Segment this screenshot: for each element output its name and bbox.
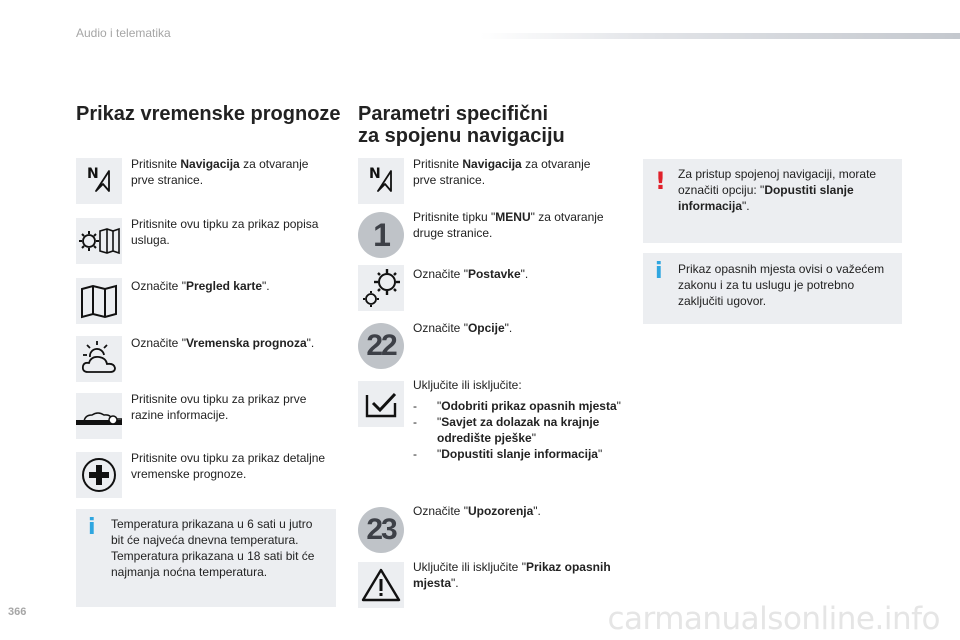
map-view-icon — [76, 278, 122, 324]
info-icon-2: i — [655, 259, 663, 284]
mid-step-opcije: Označite "Opcije". — [413, 321, 513, 335]
header-rule — [480, 33, 960, 39]
right-info-text: Prikaz opasnih mjesta ovisi o važećem zakonu i za tu uslugu je potrebno zaključiti ugovor. — [678, 262, 885, 308]
settings-icon — [358, 265, 404, 311]
mid-step-menu: Pritisnite tipku "MENU" za otvaranje druge stranice. — [413, 210, 604, 240]
mid-step-toggle: Uključite ili isključite: - "Odobriti prikaz opasnih mjesta" - "Savjet za dolazak na krajnje odredište pješke" - "Dopustiti slanje informacija" — [413, 377, 628, 462]
mid-step-danger-zones: Uključite ili isključite "Prikaz opasnih mjesta". — [413, 560, 611, 590]
svg-text:N: N — [369, 166, 381, 182]
right-info-note — [643, 253, 902, 324]
exclamation-icon: ! — [655, 167, 666, 195]
navigation-icon — [76, 158, 122, 204]
left-step-navigation: Pritisnite Navigacija za otvaranje prve stranice. — [131, 157, 309, 187]
plus-icon — [76, 452, 122, 498]
section-header: Audio i telematika — [76, 26, 171, 40]
left-step-first-level: Pritisnite ovu tipku za prikaz prve razine informacije. — [131, 392, 307, 422]
toggle-item-3: - "Dopustiti slanje informacija" — [413, 447, 603, 461]
left-step-map-view: Označite "Pregled karte". — [131, 279, 270, 293]
mid-step-postavke: Označite "Postavke". — [413, 267, 529, 281]
warning-text: Za pristup spojenoj navigaciji, morate označiti opciju: "Dopustiti slanje informacija". — [678, 167, 877, 213]
svg-text:N: N — [87, 166, 99, 182]
checkbox-icon — [358, 381, 404, 427]
step-badge-23: 23 — [358, 507, 404, 553]
step-badge-1: 1 — [358, 212, 404, 258]
navigation-icon-2 — [358, 158, 404, 204]
left-step-weather: Označite "Vremenska prognoza". — [131, 336, 315, 350]
toggle-item-2: - "Savjet za dolazak na krajnje odredište pješke" — [413, 415, 600, 445]
warning-triangle-icon — [358, 562, 404, 608]
left-step-detailed: Pritisnite ovu tipku za prikaz detaljne vremenske prognoze. — [131, 451, 326, 481]
connected-nav-title: Parametri specifični za spojenu navigaciju — [358, 103, 565, 147]
mid-step-navigation: Pritisnite Navigacija za otvaranje prve stranice. — [413, 157, 591, 187]
page-number: 366 — [8, 606, 27, 618]
toggle-item-1: - "Odobriti prikaz opasnih mjesta" — [413, 399, 621, 413]
watermark: carmanualsonline.info — [607, 601, 940, 637]
left-step-services: Pritisnite ovu tipku za prikaz popisa usluga. — [131, 217, 319, 247]
weather-section-title: Prikaz vremenske prognoze — [76, 103, 341, 125]
step-badge-22: 22 — [358, 323, 404, 369]
weather-icon — [76, 336, 122, 382]
weather-strip-icon — [76, 393, 122, 439]
info-icon: i — [88, 515, 96, 540]
warning-note — [643, 159, 902, 243]
left-info-text: Temperatura prikazana u 6 sati u jutro bit će najveća dnevna temperatura. Temperatura prikazana u 18 sati bit će najmanja noćna temperatura. — [111, 517, 315, 579]
settings-map-icon — [76, 218, 122, 264]
mid-step-upozorenja: Označite "Upozorenja". — [413, 504, 541, 518]
left-info-note — [76, 509, 336, 607]
